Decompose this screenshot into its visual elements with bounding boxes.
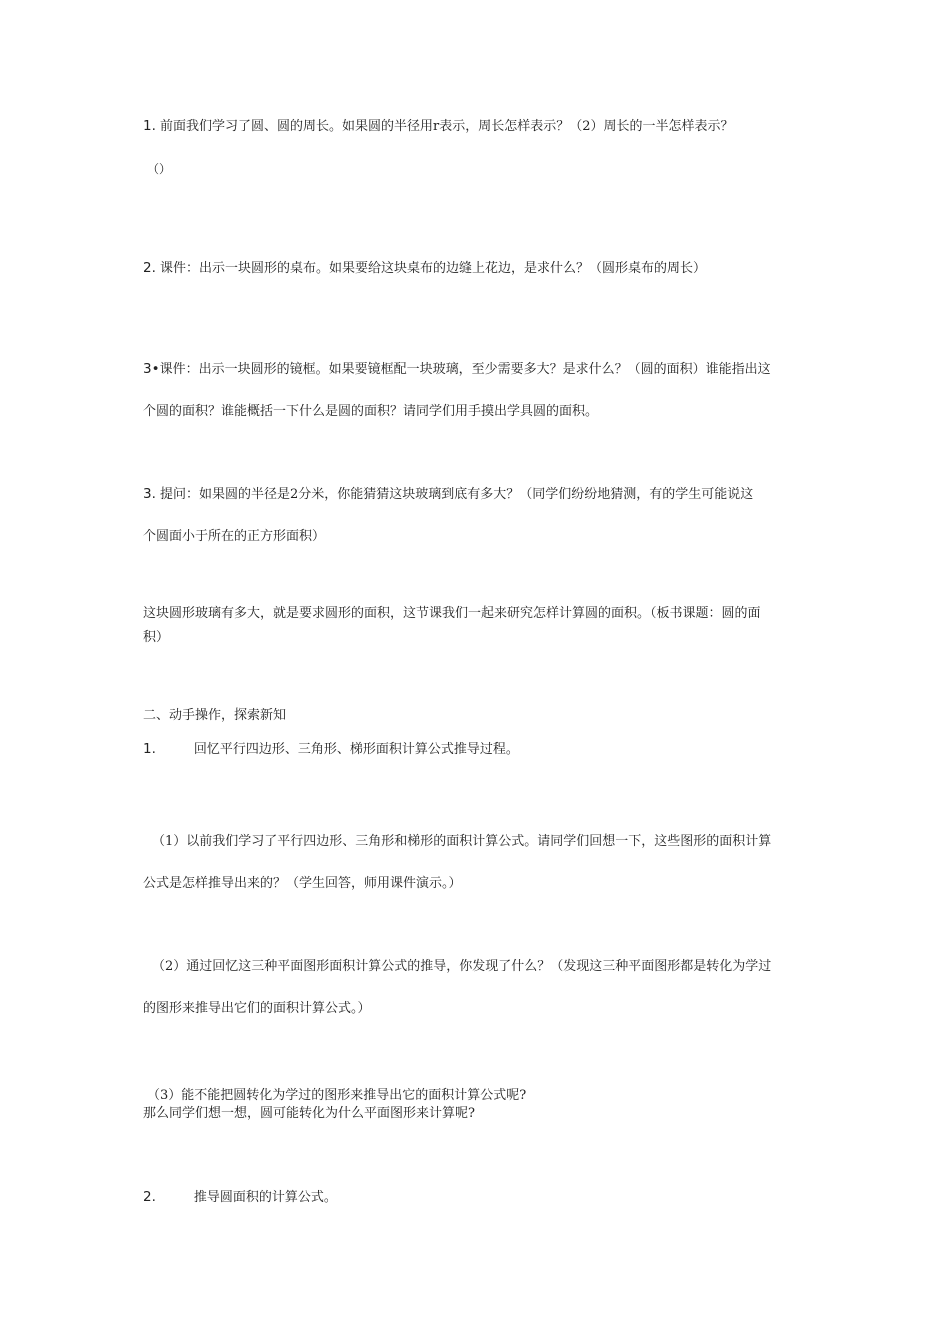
item-number: 3• <box>143 361 160 377</box>
heading-text: 二、动手操作，探索新知 <box>143 708 287 723</box>
paragraph-text: 提问：如果圆的半径是2分米，你能猜猜这块玻璃到底有多大？（同学们纷纷地猜测，有的学生可能说这 <box>160 487 754 502</box>
paragraph-text: 公式是怎样推导出来的？（学生回答，师用课件演示。） <box>143 876 462 891</box>
paragraph-tablecloth <box>143 259 813 278</box>
paragraph-subitem-3 <box>143 1087 817 1123</box>
paragraph-text: （3）能不能把圆转化为学过的图形来推导出它的面积计算公式呢? <box>147 1088 527 1103</box>
item-number: 3. <box>143 486 156 502</box>
paragraph-subitem-2 <box>143 958 822 1018</box>
paragraph-recall-formulas <box>143 740 813 759</box>
paragraph-text: （2）通过回忆这三种平面图形面积计算公式的推导，你发现了什么？（发现这三种平面图形都是转化为学过 <box>152 959 772 974</box>
item-number: 2. <box>143 1189 156 1205</box>
section-heading <box>143 707 813 725</box>
paragraph-mirror-frame <box>143 360 813 421</box>
paragraph-derive-formula <box>143 1188 813 1207</box>
paragraph-text: 课件：出示一块圆形的镜框。如果要镜框配一块玻璃，至少需要多大？是求什么？（圆的面积）谁能指出这 <box>159 362 771 377</box>
paragraph-text: 那么同学们想一想，圆可能转化为什么平面图形来计算呢? <box>143 1106 475 1121</box>
paragraph-review-circumference <box>143 117 813 136</box>
paragraph-text: 推导圆面积的计算公式。 <box>193 1190 337 1205</box>
paragraph-lesson-intro <box>143 605 813 647</box>
paragraph-subitem-1 <box>143 833 822 893</box>
paragraph-text: 个圆的面积？谁能概括一下什么是圆的面积？请同学们用手摸出学具圆的面积。 <box>143 404 599 419</box>
paragraph-text: 这块圆形玻璃有多大，就是要求圆形的面积，这节课我们一起来研究怎样计算圆的面积。（板书课题：圆的面 <box>143 606 761 621</box>
paragraph-text: 积） <box>143 630 170 645</box>
paragraph-blank-parentheses <box>147 160 817 178</box>
paragraph-guess-glass <box>143 485 813 546</box>
item-number: 2. <box>143 260 156 276</box>
paragraph-text: （） <box>147 162 172 176</box>
paragraph-text: 回忆平行四边形、三角形、梯形面积计算公式推导过程。 <box>193 742 519 757</box>
paragraph-text: 前面我们学习了圆、圆的周长。如果圆的半径用r表示，周长怎样表示？（2）周长的一半怎样表示？ <box>160 119 734 134</box>
paragraph-text: 个圆面小于所在的正方形面积） <box>143 529 326 544</box>
item-number: 1. <box>143 118 156 134</box>
paragraph-text: 的图形来推导出它们的面积计算公式。） <box>143 1001 371 1016</box>
paragraph-text: （1）以前我们学习了平行四边形、三角形和梯形的面积计算公式。请同学们回想一下，这些图形的面积计算 <box>152 834 772 849</box>
item-number: 1. <box>143 741 156 757</box>
paragraph-text: 课件：出示一块圆形的桌布。如果要给这块桌布的边缝上花边，是求什么？（圆形桌布的周长） <box>160 261 707 276</box>
